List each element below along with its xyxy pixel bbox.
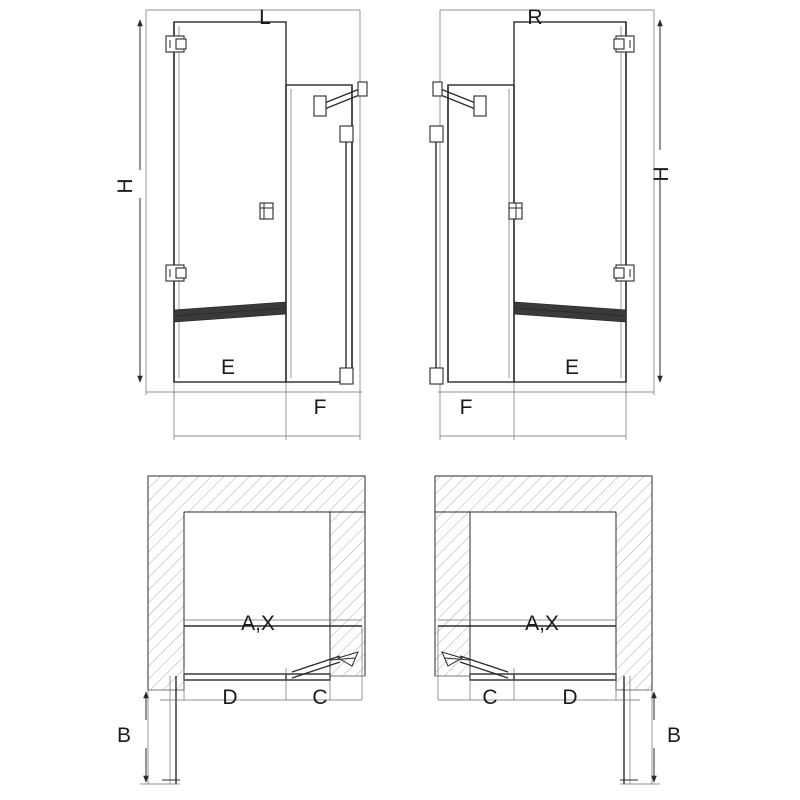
fixed-panel-right [514, 22, 626, 382]
hinge-top-left [166, 36, 186, 52]
label-e-right: E [564, 356, 580, 379]
label-b-left: B [116, 724, 132, 747]
label-c-left: C [312, 686, 328, 709]
hand-label-left: L [259, 6, 271, 29]
door-knob-right [509, 203, 522, 219]
elevation-right-view [430, 6, 673, 440]
elevation-left-view [114, 6, 367, 440]
door-panel-right [448, 85, 514, 382]
plan-right-view [435, 476, 681, 784]
label-d-left: D [222, 686, 238, 709]
plan-panel-c-right [470, 674, 514, 680]
wall-hatch-right-left-leg [435, 512, 470, 676]
label-h-right: H [650, 166, 673, 182]
hinge-top-right [614, 36, 634, 52]
label-f-right: F [459, 396, 473, 419]
hinge-bottom-left [166, 265, 186, 281]
label-h-left: H [114, 178, 137, 194]
label-b-right: B [666, 724, 682, 747]
plan-panel-d-left [184, 674, 286, 680]
hand-label-right: R [527, 6, 543, 29]
door-post-left [340, 126, 353, 384]
label-d-right: D [562, 686, 578, 709]
label-f-left: F [313, 396, 327, 419]
label-e-left: E [220, 356, 236, 379]
support-bar-left [314, 82, 367, 116]
fixed-panel-left [174, 22, 286, 382]
plan-panel-d-right [514, 674, 616, 680]
plan-left-view [117, 476, 365, 784]
door-knob-left [260, 203, 273, 219]
hinge-bottom-right [614, 265, 634, 281]
wall-hatch-left-right-leg [330, 512, 365, 676]
label-c-right: C [482, 686, 498, 709]
support-bar-right [433, 82, 486, 116]
label-ax-left: A,X [241, 612, 275, 635]
door-post-right [430, 126, 443, 384]
plan-panel-c-left [286, 674, 330, 680]
label-ax-right: A,X [525, 612, 559, 635]
